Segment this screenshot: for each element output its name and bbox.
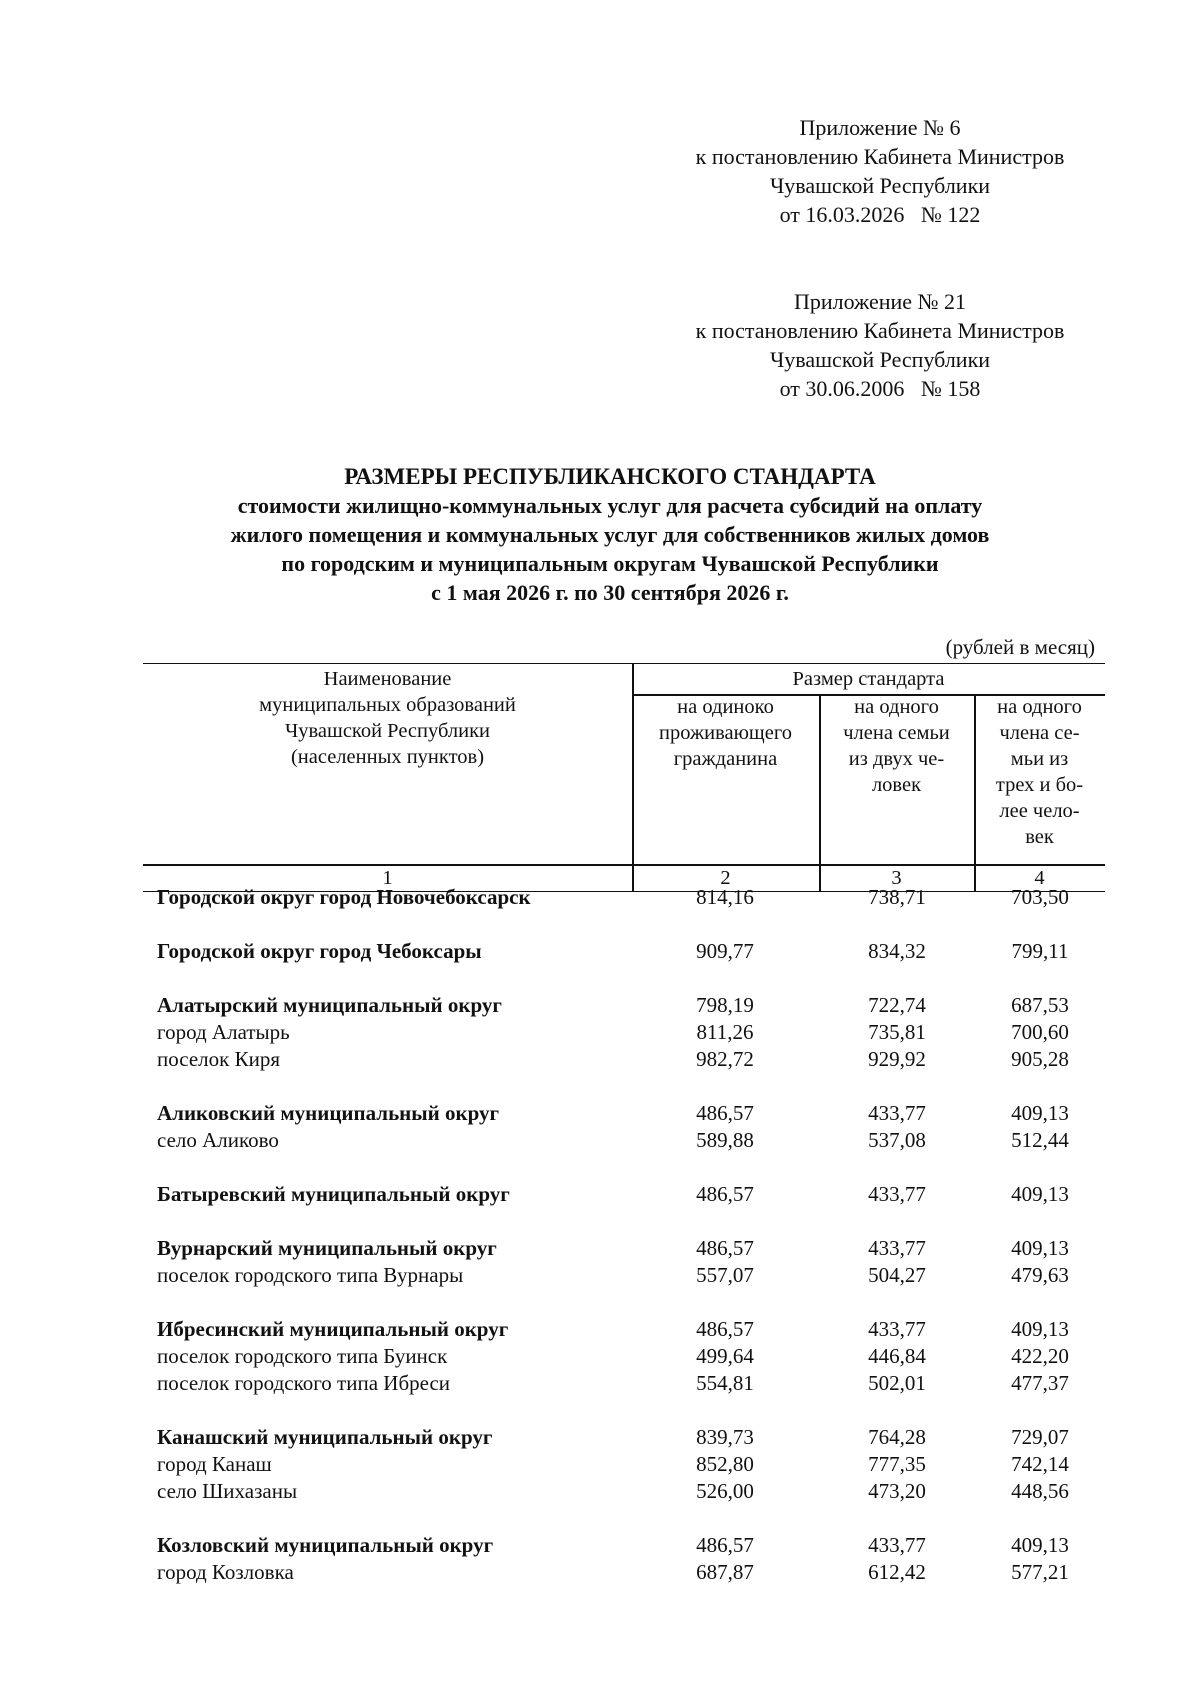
value-two-person: 735,81: [868, 1020, 926, 1044]
appendix-line: Чувашской Республики: [769, 173, 991, 198]
title-line: с 1 мая 2026 г. по 30 сентября 2026 г.: [431, 580, 789, 605]
value-single: 798,19: [696, 993, 754, 1017]
col2-header: [632, 694, 819, 772]
col-number-1: 1: [382, 867, 393, 889]
title-main: РАЗМЕРЫ РЕСПУБЛИКАНСКОГО СТАНДАРТА: [344, 464, 876, 489]
value-two-person: 777,35: [868, 1452, 926, 1476]
table-row: [0, 1478, 1200, 1505]
appendix-line: к постановлению Кабинета Министров: [695, 144, 1065, 169]
col4-header: [974, 694, 1105, 850]
value-two-person: 722,74: [868, 993, 926, 1017]
appendix-line: Приложение № 6: [799, 115, 961, 140]
title-line: стоимости жилищно-коммунальных услуг для расчета субсидий на оплату: [237, 493, 983, 518]
value-single: 486,57: [696, 1533, 754, 1557]
value-two-person: 504,27: [868, 1263, 926, 1287]
row-name: село Аликово: [157, 1128, 279, 1152]
header-line: муниципальных образований: [259, 694, 516, 716]
value-single: 814,16: [696, 885, 754, 909]
table-row: [0, 938, 1200, 965]
value-two-person: 502,01: [868, 1371, 926, 1395]
row-name: город Канаш: [157, 1452, 272, 1476]
table-row: [0, 1343, 1200, 1370]
table-row: [0, 1424, 1200, 1451]
header-line: мьи из: [1010, 748, 1069, 770]
row-name: Городской округ город Чебоксары: [157, 939, 482, 963]
standard-table-header: [143, 663, 1105, 892]
value-three-plus: 512,44: [1011, 1128, 1069, 1152]
row-name: поселок городского типа Буинск: [157, 1344, 448, 1368]
value-single: 982,72: [696, 1047, 754, 1071]
value-two-person: 473,20: [868, 1479, 926, 1503]
value-three-plus: 409,13: [1011, 1533, 1069, 1557]
value-single: 909,77: [696, 939, 754, 963]
group-header: Размер стандарта: [792, 668, 945, 690]
value-single: 486,57: [696, 1101, 754, 1125]
value-three-plus: 577,21: [1011, 1560, 1069, 1584]
value-single: 486,57: [696, 1236, 754, 1260]
row-name: Батыревский муниципальный округ: [157, 1182, 510, 1206]
appendix-line: Приложение № 21: [793, 289, 967, 314]
value-two-person: 929,92: [868, 1047, 926, 1071]
appendix-line: от 16.03.2026 № 122: [779, 202, 981, 227]
value-two-person: 433,77: [868, 1101, 926, 1125]
appendix-6-reference: [640, 113, 1120, 229]
table-row: [0, 1019, 1200, 1046]
value-single: 557,07: [696, 1263, 754, 1287]
value-three-plus: 905,28: [1011, 1047, 1069, 1071]
table-row: [0, 1127, 1200, 1154]
value-three-plus: 409,13: [1011, 1317, 1069, 1341]
value-single: 486,57: [696, 1182, 754, 1206]
title-line: жилого помещения и коммунальных услуг для собственников жилых домов: [230, 522, 990, 547]
value-three-plus: 479,63: [1011, 1263, 1069, 1287]
value-two-person: 834,32: [868, 939, 926, 963]
appendix-line: Чувашской Республики: [769, 347, 991, 372]
row-name: Козловский муниципальный округ: [157, 1533, 494, 1557]
value-single: 687,87: [696, 1560, 754, 1584]
col3-header: [819, 694, 974, 798]
value-two-person: 738,71: [868, 885, 926, 909]
value-three-plus: 687,53: [1011, 993, 1069, 1017]
table-row: [0, 1532, 1200, 1559]
header-line: Чувашской Республики: [284, 720, 491, 742]
value-single: 811,26: [696, 1020, 754, 1044]
row-name: поселок городского типа Вурнары: [157, 1263, 464, 1287]
header-line: Наименование: [323, 668, 452, 690]
header-line: гражданина: [673, 748, 778, 770]
value-three-plus: 409,13: [1011, 1236, 1069, 1260]
value-three-plus: 799,11: [1011, 939, 1069, 963]
value-two-person: 612,42: [868, 1560, 926, 1584]
col1-header: [143, 666, 632, 770]
row-name: Аликовский муниципальный округ: [157, 1101, 500, 1125]
table-row: [0, 1451, 1200, 1478]
header-line: члена се-: [999, 722, 1080, 744]
header-line: на одного: [997, 696, 1082, 718]
table-row: [0, 1559, 1200, 1586]
table-row: [0, 1235, 1200, 1262]
row-name: поселок Киря: [157, 1047, 280, 1071]
value-two-person: 433,77: [868, 1533, 926, 1557]
header-line: трех и бо-: [995, 774, 1084, 796]
table-row: [0, 1316, 1200, 1343]
title-line: по городским и муниципальным округам Чувашской Республики: [281, 551, 939, 576]
header-line: (населенных пунктов): [290, 746, 485, 768]
value-two-person: 537,08: [868, 1128, 926, 1152]
table-row: [0, 1100, 1200, 1127]
col-number-2: 2: [720, 867, 731, 889]
value-two-person: 764,28: [868, 1425, 926, 1449]
row-name: Городской округ город Новочебоксарск: [157, 885, 531, 909]
value-single: 499,64: [696, 1344, 754, 1368]
value-three-plus: 742,14: [1011, 1452, 1069, 1476]
header-line: члена семьи: [843, 722, 950, 744]
value-three-plus: 422,20: [1011, 1344, 1069, 1368]
row-name: поселок городского типа Ибреси: [157, 1371, 451, 1395]
value-two-person: 433,77: [868, 1317, 926, 1341]
appendix-21-reference: [640, 287, 1120, 403]
table-row: [0, 992, 1200, 1019]
header-line: проживающего: [659, 722, 792, 744]
row-name: Вурнарский муниципальный округ: [157, 1236, 497, 1260]
table-row: [0, 1262, 1200, 1289]
value-three-plus: 703,50: [1011, 885, 1069, 909]
row-name: город Козловка: [157, 1560, 294, 1584]
col-number-3: 3: [891, 867, 902, 889]
value-single: 526,00: [696, 1479, 754, 1503]
table-row: [0, 1046, 1200, 1073]
header-line: на одиноко: [677, 696, 774, 718]
header-line: ловек: [871, 774, 922, 796]
appendix-line: от 30.06.2006 № 158: [779, 376, 981, 401]
table-row: [0, 1370, 1200, 1397]
value-single: 486,57: [696, 1317, 754, 1341]
value-three-plus: 729,07: [1011, 1425, 1069, 1449]
appendix-line: к постановлению Кабинета Министров: [695, 318, 1065, 343]
value-three-plus: 409,13: [1011, 1101, 1069, 1125]
value-two-person: 433,77: [868, 1182, 926, 1206]
value-three-plus: 700,60: [1011, 1020, 1069, 1044]
row-name: Канашский муниципальный округ: [157, 1425, 493, 1449]
header-line: из двух че-: [848, 748, 945, 770]
header-line: век: [1025, 826, 1054, 848]
document-title: [140, 462, 1080, 607]
col-number-4: 4: [1034, 867, 1045, 889]
value-three-plus: 477,37: [1011, 1371, 1069, 1395]
value-single: 554,81: [696, 1371, 754, 1395]
row-name: город Алатырь: [157, 1020, 290, 1044]
header-line: на одного: [854, 696, 939, 718]
row-name: Ибресинский муниципальный округ: [157, 1317, 509, 1341]
value-two-person: 433,77: [868, 1236, 926, 1260]
table-row: [0, 884, 1200, 911]
value-three-plus: 409,13: [1011, 1182, 1069, 1206]
value-single: 852,80: [696, 1452, 754, 1476]
header-line: лее чело-: [999, 800, 1080, 822]
row-name: село Шихазаны: [157, 1479, 298, 1503]
row-name: Алатырский муниципальный округ: [157, 993, 502, 1017]
value-three-plus: 448,56: [1011, 1479, 1069, 1503]
value-single: 589,88: [696, 1128, 754, 1152]
value-single: 839,73: [696, 1425, 754, 1449]
table-row: [0, 1181, 1200, 1208]
value-two-person: 446,84: [868, 1344, 926, 1368]
units-label: (рублей в месяц): [945, 635, 1095, 659]
